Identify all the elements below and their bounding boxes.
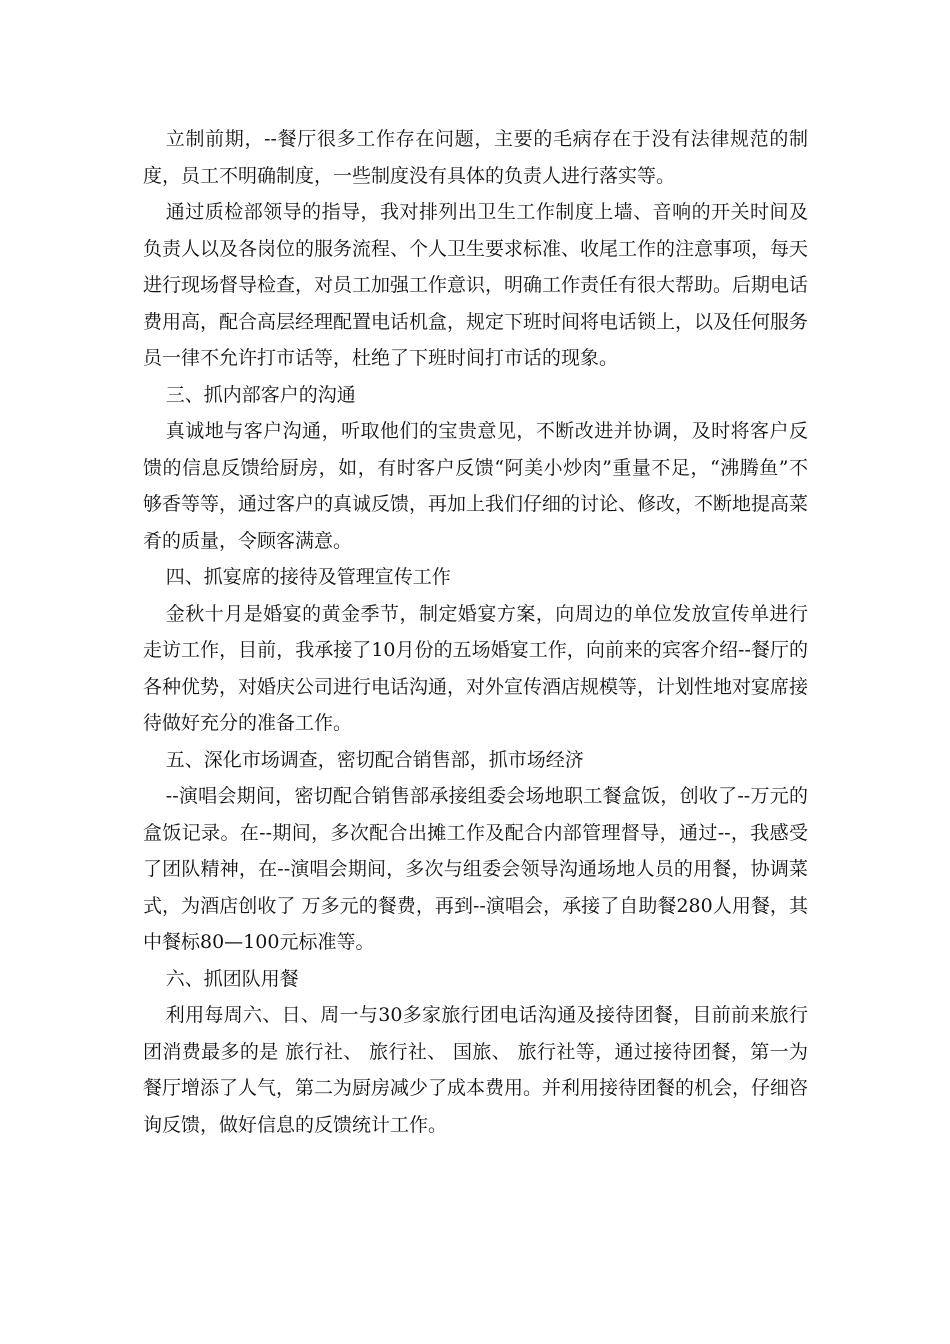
paragraph-banquet: 金秋十月是婚宴的黄金季节，制定婚宴方案，向周边的单位发放宣传单进行走访工作，目前，我承接了10月份的五场婚宴工作，向前来的宾客介绍--餐厅的各种优势，对婚庆公司进行电话沟通，对外宣传酒店规模等，计划性地对宴席接待做好充分的准备工作。: [143, 602, 809, 734]
paragraph-quality-guidance: 通过质检部领导的指导，我对排列出卫生工作制度上墙、音响的开关时间及负责人以及各岗位的服务流程、个人卫生要求标准、收尾工作的注意事项，每天进行现场督导检查，对员工加强工作意识，明确工作责任有很大帮助。后期电话费用高，配合高层经理配置电话机盒，规定下班时间将电话锁上，以及任何服务员一律不允许打市话等，杜绝了下班时间打市话的现象。: [143, 201, 809, 369]
section-heading-4: 四、抓宴席的接待及管理宣传工作: [165, 566, 451, 588]
document-body: [143, 121, 808, 1143]
paragraph-customer-communication: 真诚地与客户沟通，听取他们的宝贵意见，不断改进并协调，及时将客户反馈的信息反馈给厨房，如，有时客户反馈“阿美小炒肉”重量不足，“沸腾鱼”不够香等等，通过客户的真诚反馈，再加上我们仔细的讨论、修改，不断地提高菜肴的质量，令顾客满意。: [143, 420, 809, 552]
section-heading-6: 六、抓团队用餐: [165, 967, 299, 990]
section-heading-5: 五、深化市场调查，密切配合销售部，抓市场经济: [165, 748, 584, 771]
paragraph-market: --演唱会期间，密切配合销售部承接组委会场地职工餐盒饭，创收了--万元的盒饭记录。在--期间，多次配合出摊工作及配合内部管理督导，通过--，我感受了团队精神，在--演唱会期间，多次与组委会领导沟通场地人员的用餐，协调菜式，为酒店创收了 万多元的餐费，再到--演唱会，承接了自助餐280人用餐，其中餐标80—100元标准等。: [143, 785, 808, 953]
paragraph-group-meals: 利用每周六、日、周一与30多家旅行团电话沟通及接待团餐，目前前来旅行团消费最多的是 旅行社、 旅行社、 国旅、 旅行社等，通过接待团餐，第一为餐厅增添了人气，第二为厨房减少了成本费用。并利用接待团餐的机会，仔细咨询反馈，做好信息的反馈统计工作。: [143, 1004, 809, 1136]
paragraph-legislation-early: 立制前期，--餐厅很多工作存在问题，主要的毛病存在于没有法律规范的制度，员工不明确制度，一些制度没有具体的负责人进行落实等。: [143, 128, 808, 187]
section-heading-3: 三、抓内部客户的沟通: [165, 383, 356, 406]
